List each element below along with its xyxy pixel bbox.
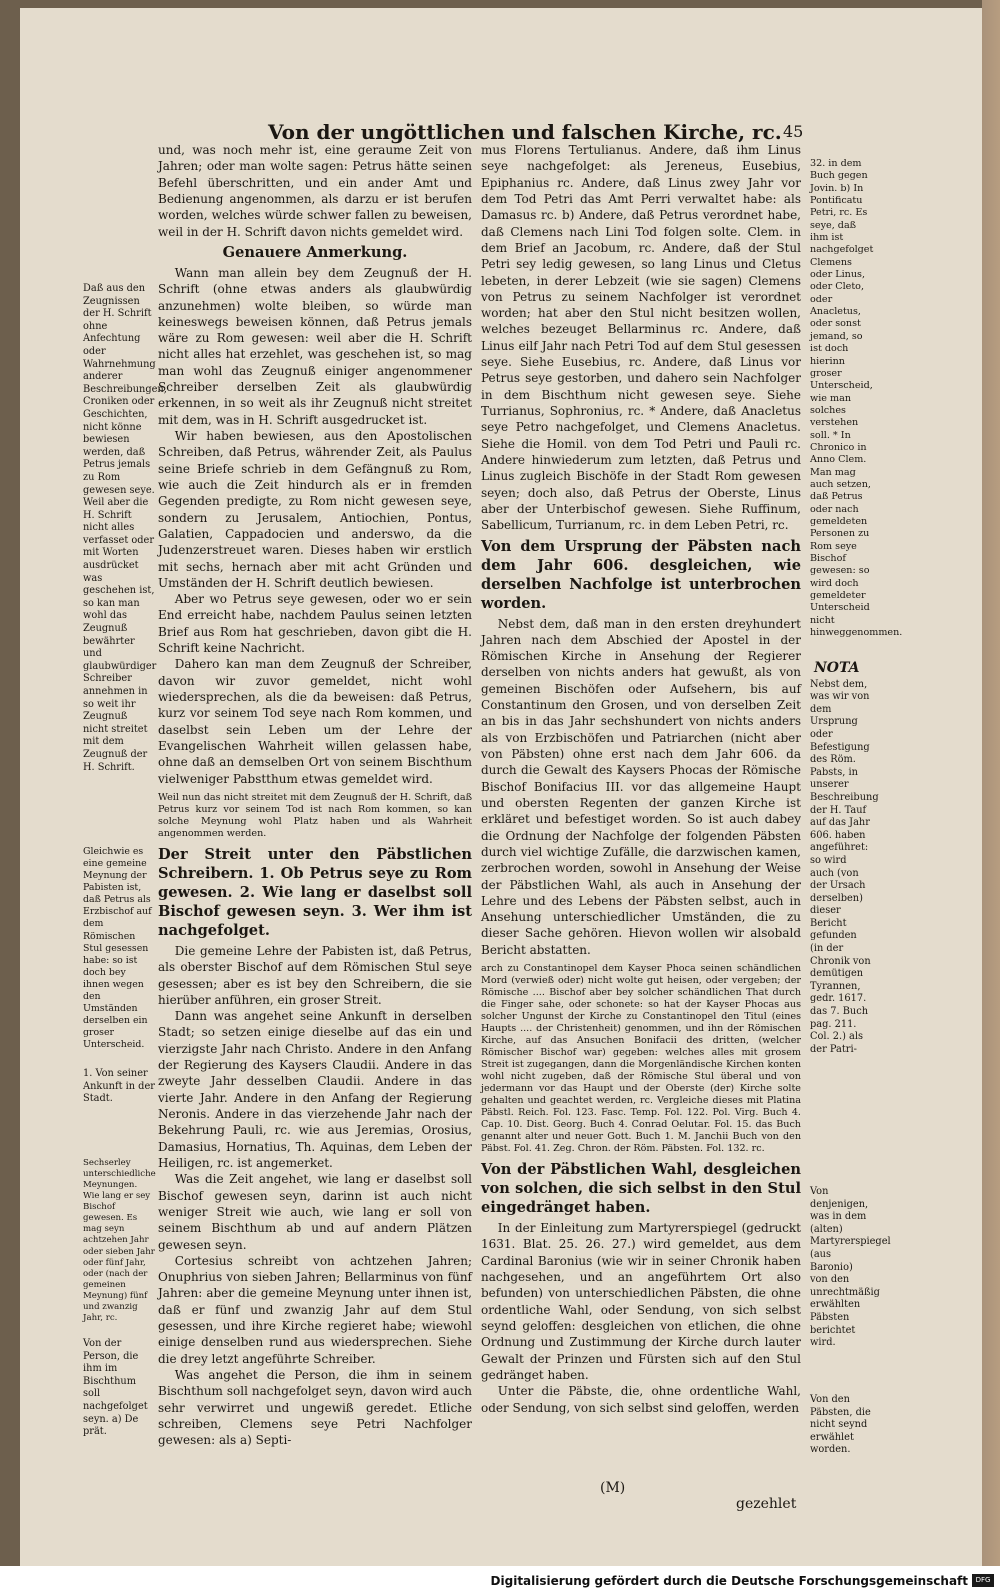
book-page-edge [982, 0, 1000, 1566]
margin-note-left-2: Gleichwie es eine gemeine Meynung der Pabisten ist, daß Petrus als Erzbischof auf dem Römischen Stul gesessen habe: so ist doch bey ihnen wegen den Umständen derselben ein groser Unterscheid. [83, 846, 152, 1051]
paragraph: Cortesius schreibt von achtzehen Jahren; Onuphrius von sieben Jahren; Bellarminus von fünf Jahren: aber die gemeine Meynung unter ihnen ist, daß er fünf und zwanzig Jahr auf dem Stul gesessen, und ihre Kirche regieret habe; wiewohl einige denselben rund aus wiedersprechen. Siehe die drey letzt angeführte Schreiber. [158, 1253, 472, 1366]
margin-note-left-4: Sechserley unterschiedliche Meynungen. Wie lang er sey Bischof gewesen. Es mag seyn achtzehen Jahr oder sieben Jahr oder fünf Jahr, oder (nach der gemeinen Meynung) fünf und zwanzig Jahr, rc. [83, 1158, 156, 1323]
margin-note-right-2: NOTA Nebst dem, was wir von dem Ursprung oder Befestigung des Röm. Pabsts, in unserer Beschreibung der H. Tauf auf das Jahr 606. haben angeführet: so wird auch (von der Ursach derselben) dieser Bericht gefunden (in der Chronik von demütigen Tyrannen, gedr. 1617. das 7. Buch pag. 211. Col. 2.) als der Patri- [810, 660, 879, 1055]
running-title: Von der ungöttlichen und falschen Kirche, rc. [268, 120, 782, 144]
paragraph: Die gemeine Lehre der Pabisten ist, daß Petrus, als oberster Bischof auf dem Römischen Stul seye gesessen; aber es ist bey den Schreibern, die sie hierüber anführen, ein groser Streit. [158, 943, 472, 1007]
paragraph: Dahero kan man dem Zeugnuß der Schreiber, davon wir zuvor gemeldet, nicht wohl wiedersprechen, als die da beweisen: daß Petrus, kurz vor seinem Tod seye nach Rom kommen, und daselbst sein Leben um der Lehre der Evangelischen Wahrheit willen gelassen habe, ohne daß an demselben Ort von seinem Bischthum vielweniger Pabstthum etwas gemeldet wird. [158, 657, 472, 786]
paragraph: Was die Zeit angehet, wie lang er daselbst soll Bischof gewesen seyn, darinn ist auch nicht weniger Streit wie auch, wie lang er soll von seinem Bischthum ab und auf andern Plätzen gewesen seyn. [158, 1172, 472, 1252]
section-heading: Genauere Anmerkung. [222, 243, 408, 261]
paragraph: Dann was angehet seine Ankunft in derselben Stadt; so setzen einige dieselbe auf das ein und vierzigste Jahr nach Christo. Andere in den Anfang der Regierung des Kaysers Claudii. Andere in das zweyte Jahr desselben Claudii. Andere in das vierte Jahr. Andere in den Anfang der Regierung Neronis. Andere in das vierzehende Jahr nach der Bekehrung Pauli, rc. wie aus Jeremias, Orosius, Damasius, Hornatius, Th. Aquinas, dem Leben der Heiligen, rc. ist angemerket. [158, 1009, 472, 1170]
section-heading: Der Streit unter den Päbstlichen Schreibern. 1. Ob Petrus seye zu Rom gewesen. 2. Wie lang er daselbst soll Bischof gewesen seyn. 3. Wer ihm ist nachgefolget. [158, 845, 472, 939]
paragraph: Wir haben bewiesen, aus den Apostolischen Schreiben, daß Petrus, währender Zeit, als Paulus seine Briefe schrieb in dem Gefängnuß zu Rom, wie auch die Zeit hindurch als er in fremden Gegenden predigte, zu Rom nicht gewesen seye, sondern zu Jerusalem, Antiochien, Pontus, Galatien, Cappadocien und anderswo, da die Judenzerstreuet waren. Dieses haben wir erstlich mit sechs, hernach aber mit acht Gründen und Umständen der H. Schrift deutlich bewiesen. [158, 429, 472, 590]
section-heading: Von dem Ursprung der Päbsten nach dem Jahr 606. desgleichen, wie derselben Nachfolge ist unterbrochen worden. [481, 537, 801, 612]
margin-note-right-4: Von den Päbsten, die nicht seynd erwählet worden. [810, 1394, 871, 1456]
margin-note-right-1: 32. in dem Buch gegen Jovin. b) In Pontificatu Petri, rc. Es seye, daß ihm ist nachgefolget Clemens oder Linus, oder Cleto, oder Anacletus, oder sonst jemand, so ist doch hierinn groser Unterscheid, wie man solches verstehen soll. * In Chronico in Anno Clem. Man mag auch setzen, daß Petrus oder nach gemeldeten Personen zu Rom seye Bischof gewesen: so wird doch gemeldeter Unterscheid nicht hinweggenommen. [810, 158, 903, 639]
paragraph: mus Florens Tertulianus. Andere, daß ihm Linus seye nachgefolget: als Jereneus, Eusebius, Epiphanius rc. Andere, daß Linus zwey Jahr vor dem Tod Petri das Amt Perri verwaltet habe: als Damasus rc. b) Andere, daß Petrus verordnet habe, daß Clemens nach Lini Tod folgen solte. Clem. in dem Brief an Jacobum, rc. Andere, daß der Stul Petri sey ledig gewesen, so lang Linus und Cletus lebeten, in derer Lebzeit (wie sie sagen) Clemens von Petrus zu seinem Nachfolger ist verordnet worden; hat aber den Stul nicht besitzen wollen, welches bezeuget Bellarminus rc. Andere, daß Linus eilf Jahr nach Petri Tod auf dem Stul gesessen seye. Siehe Eusebius, rc. Andere, daß Linus vor Petrus seye gestorben, und dahero sein Nachfolger in dem Bischthum nicht gewesen seye. Siehe Turrianus, Sophronius, rc. * Andere, daß Anacletus seye Petro nachgefolget, und Clemens Anacletus. Siehe die Homil. von dem Tod Petri und Pauli rc. Andere hinwiederum zum letzten, daß Petrus und Linus zugleich Bischöfe in der Stadt Rom gewesen seyen; doch also, daß Petrus der Oberste, Linus aber der Unterbischof gewesen. Siehe Ruffinum, Sabellicum, Turrianum, rc. in dem Leben Petri, rc. [481, 143, 801, 533]
text-column-left [158, 142, 472, 1449]
book-page [20, 8, 982, 1566]
paragraph: In der Einleitung zum Martyrerspiegel (gedruckt 1631. Blat. 25. 26. 27.) wird gemeldet, aus dem Cardinal Baronius (wie wir in seiner Chronik haben nachgesehen, und an angeführtem Ort also befunden) von unterschiedlichen Päbsten, die ohne ordentliche Wahl, oder Sendung, von sich selbst seynd geloffen: desgleichen von etlichen, die ohne Ordnung und Zustimmung der Kirche durch lauter Gewalt der Prinzen und Fürsten sich auf den Stul gedränget haben. [481, 1221, 801, 1382]
catchword: gezehlet [736, 1496, 797, 1512]
page-number: 45 [783, 122, 804, 141]
signature-mark: (M) [600, 1480, 626, 1496]
paragraph: Aber wo Petrus seye gewesen, oder wo er sein End erreicht habe, nachdem Paulus seinen letzten Brief aus Rom hat geschrieben, davon gibt die H. Schrift keine Nachricht. [158, 592, 472, 656]
footer-bar [0, 1566, 1000, 1596]
section-heading: Von der Päbstlichen Wahl, desgleichen von solchen, die sich selbst in den Stul eingedränget haben. [481, 1161, 801, 1217]
margin-note-right-3: Von denjenigen, was in dem (alten) Martyrerspiegel (aus Baronio) von den unrechtmäßig erwählten Päbsten berichtet wird. [810, 1186, 891, 1349]
margin-note-left-1: Daß aus den Zeugnissen der H. Schrift ohne Anfechtung oder Wahrnehmung anderer Beschreibungen, Croniken oder Geschichten, nicht könne bewiesen werden, daß Petrus jemals zu Rom gewesen seye. Weil aber die H. Schrift nicht alles verfasset oder mit Worten ausdrücket was geschehen ist, so kan man wohl das Zeugnuß bewährter und glaubwürdiger Schreiber annehmen in so weit ihr Zeugnuß nicht streitet mit dem Zeugnuß der H. Schrift. [83, 283, 167, 773]
dfg-logo-icon: DFG [972, 1574, 994, 1587]
footnote: arch zu Constantinopel dem Kayser Phoca seinen schändlichen Mord (verwieß oder) nicht wolte gut heisen, oder vergeben; der Römische .... Bischof aber bey solcher schändlichen That durch die Finger sahe, oder schonete: so hat der Kayser Phocas aus solcher Ungunst der Kirche zu Constantinopel den Titul (eines Haupts .... der Christenheit) genommen, und ihn der Römischen Kirche, auf das Ansuchen Bonifacii des dritten, (welcher Römischer Bischof war) gegeben: welches alles mit grosem Streit ist zugegangen, dann die Morgenländische Kirchen konten wohl nicht zugeben, daß der Römische Stul überal und von jedermann vor das Haupt und der Oberste (der) Kirche solte gehalten und geachtet werden, rc. Vergleiche dieses mit Platina Päbstl. Reich. Fol. 123. Fasc. Temp. Fol. 122. Pol. Virg. Buch 4. Cap. 10. Dist. Georg. Buch 4. Conrad Oelutar. Fol. 15. das Buch genannt alter und neuer Gott. Buch 1. M. Janchii Buch von den Päbst. Fol. 41. Zeg. Chron. der Röm. Päbsten. Fol. 132. rc. [481, 963, 801, 1155]
text-column-right [481, 142, 801, 1416]
paragraph: Nebst dem, daß man in den ersten dreyhundert Jahren nach dem Abschied der Apostel in der Römischen Kirche in Ansehung der Regierer derselben von nichts anders hat gewußt, als von gemeinen Bischöfen oder Aufsehern, bis auf Constantinum den Grosen, und von derselben Zeit an bis in das Jahr sechshundert von nichts anders als von Erzbischöfen und Patriarchen (nicht aber von Päbsten) ohne erst nach dem Jahr 606. da durch die Gewalt des Kaysers Phocas der Römische Bischof Bonifacius III. vor das allgemeine Haupt und obersten Regenten der ganzen Kirche ist erkläret und befestiget worden. So ist auch dabey die Ordnung der Nachfolge der folgenden Päbsten durch viel wichtige Zufälle, die darzwischen kamen, zerbrochen worden, sowohl in Ansehung der Weise der Päbstlichen Wahl, als auch in Ansehung der Lehre und des Lebens der Päbsten selbst, auch in Ansehung unterschiedlicher Umständen, die zu dieser Sache gehören. Hievon wollen wir alsobald Bericht abstatten. [481, 616, 801, 957]
paragraph: Was angehet die Person, die ihm in seinem Bischthum soll nachgefolget seyn, davon wird auch sehr verwirret und ungewiß geredet. Etliche schreiben, Clemens seye Petri Nachfolger gewesen: als a) Septi- [158, 1368, 472, 1448]
footnote: Weil nun das nicht streitet mit dem Zeugnuß der H. Schrift, daß Petrus kurz vor seinem Tod ist nach Rom kommen, so kan solche Meynung wohl Platz haben und als Wahrheit angenommen werden. [158, 791, 472, 839]
margin-note-left-3: 1. Von seiner Ankunft in der Stadt. [83, 1068, 155, 1105]
margin-note-left-5: Von der Person, die ihm im Bischthum soll nachgefolget seyn. a) De prät. [83, 1338, 148, 1438]
paragraph: Wann man allein bey dem Zeugnuß der H. Schrift (ohne etwas anders als glaubwürdig anzunehmen) wolte bleiben, so würde man keineswegs beweisen können, daß Petrus jemals wäre zu Rom gewesen: weil aber die H. Schrift nicht alles hat erzehlet, was geschehen ist, so mag man wohl das Zeugnuß einiger angenommener Schreiber derselben Zeit als glaubwürdig erkennen, in so weit als ihr Zeugnuß nicht streitet mit dem, was in H. Schrift ausgedrucket ist. [158, 265, 472, 427]
nota-label: NOTA [814, 660, 860, 676]
digitization-credit: Digitalisierung gefördert durch die Deutsche Forschungsgemeinschaft [490, 1574, 968, 1588]
paragraph: und, was noch mehr ist, eine geraume Zeit von Jahren; oder man wolte sagen: Petrus hätte seinen Befehl überschritten, und ein ander Amt und Bedienung angenommen, als darzu er ist berufen worden, welches würde schwer fallen zu beweisen, weil in der H. Schrift davon nichts gemeldet wird. [158, 143, 472, 239]
paragraph: Unter die Päbste, die, ohne ordentliche Wahl, oder Sendung, von sich selbst sind geloffen, werden [481, 1384, 801, 1415]
